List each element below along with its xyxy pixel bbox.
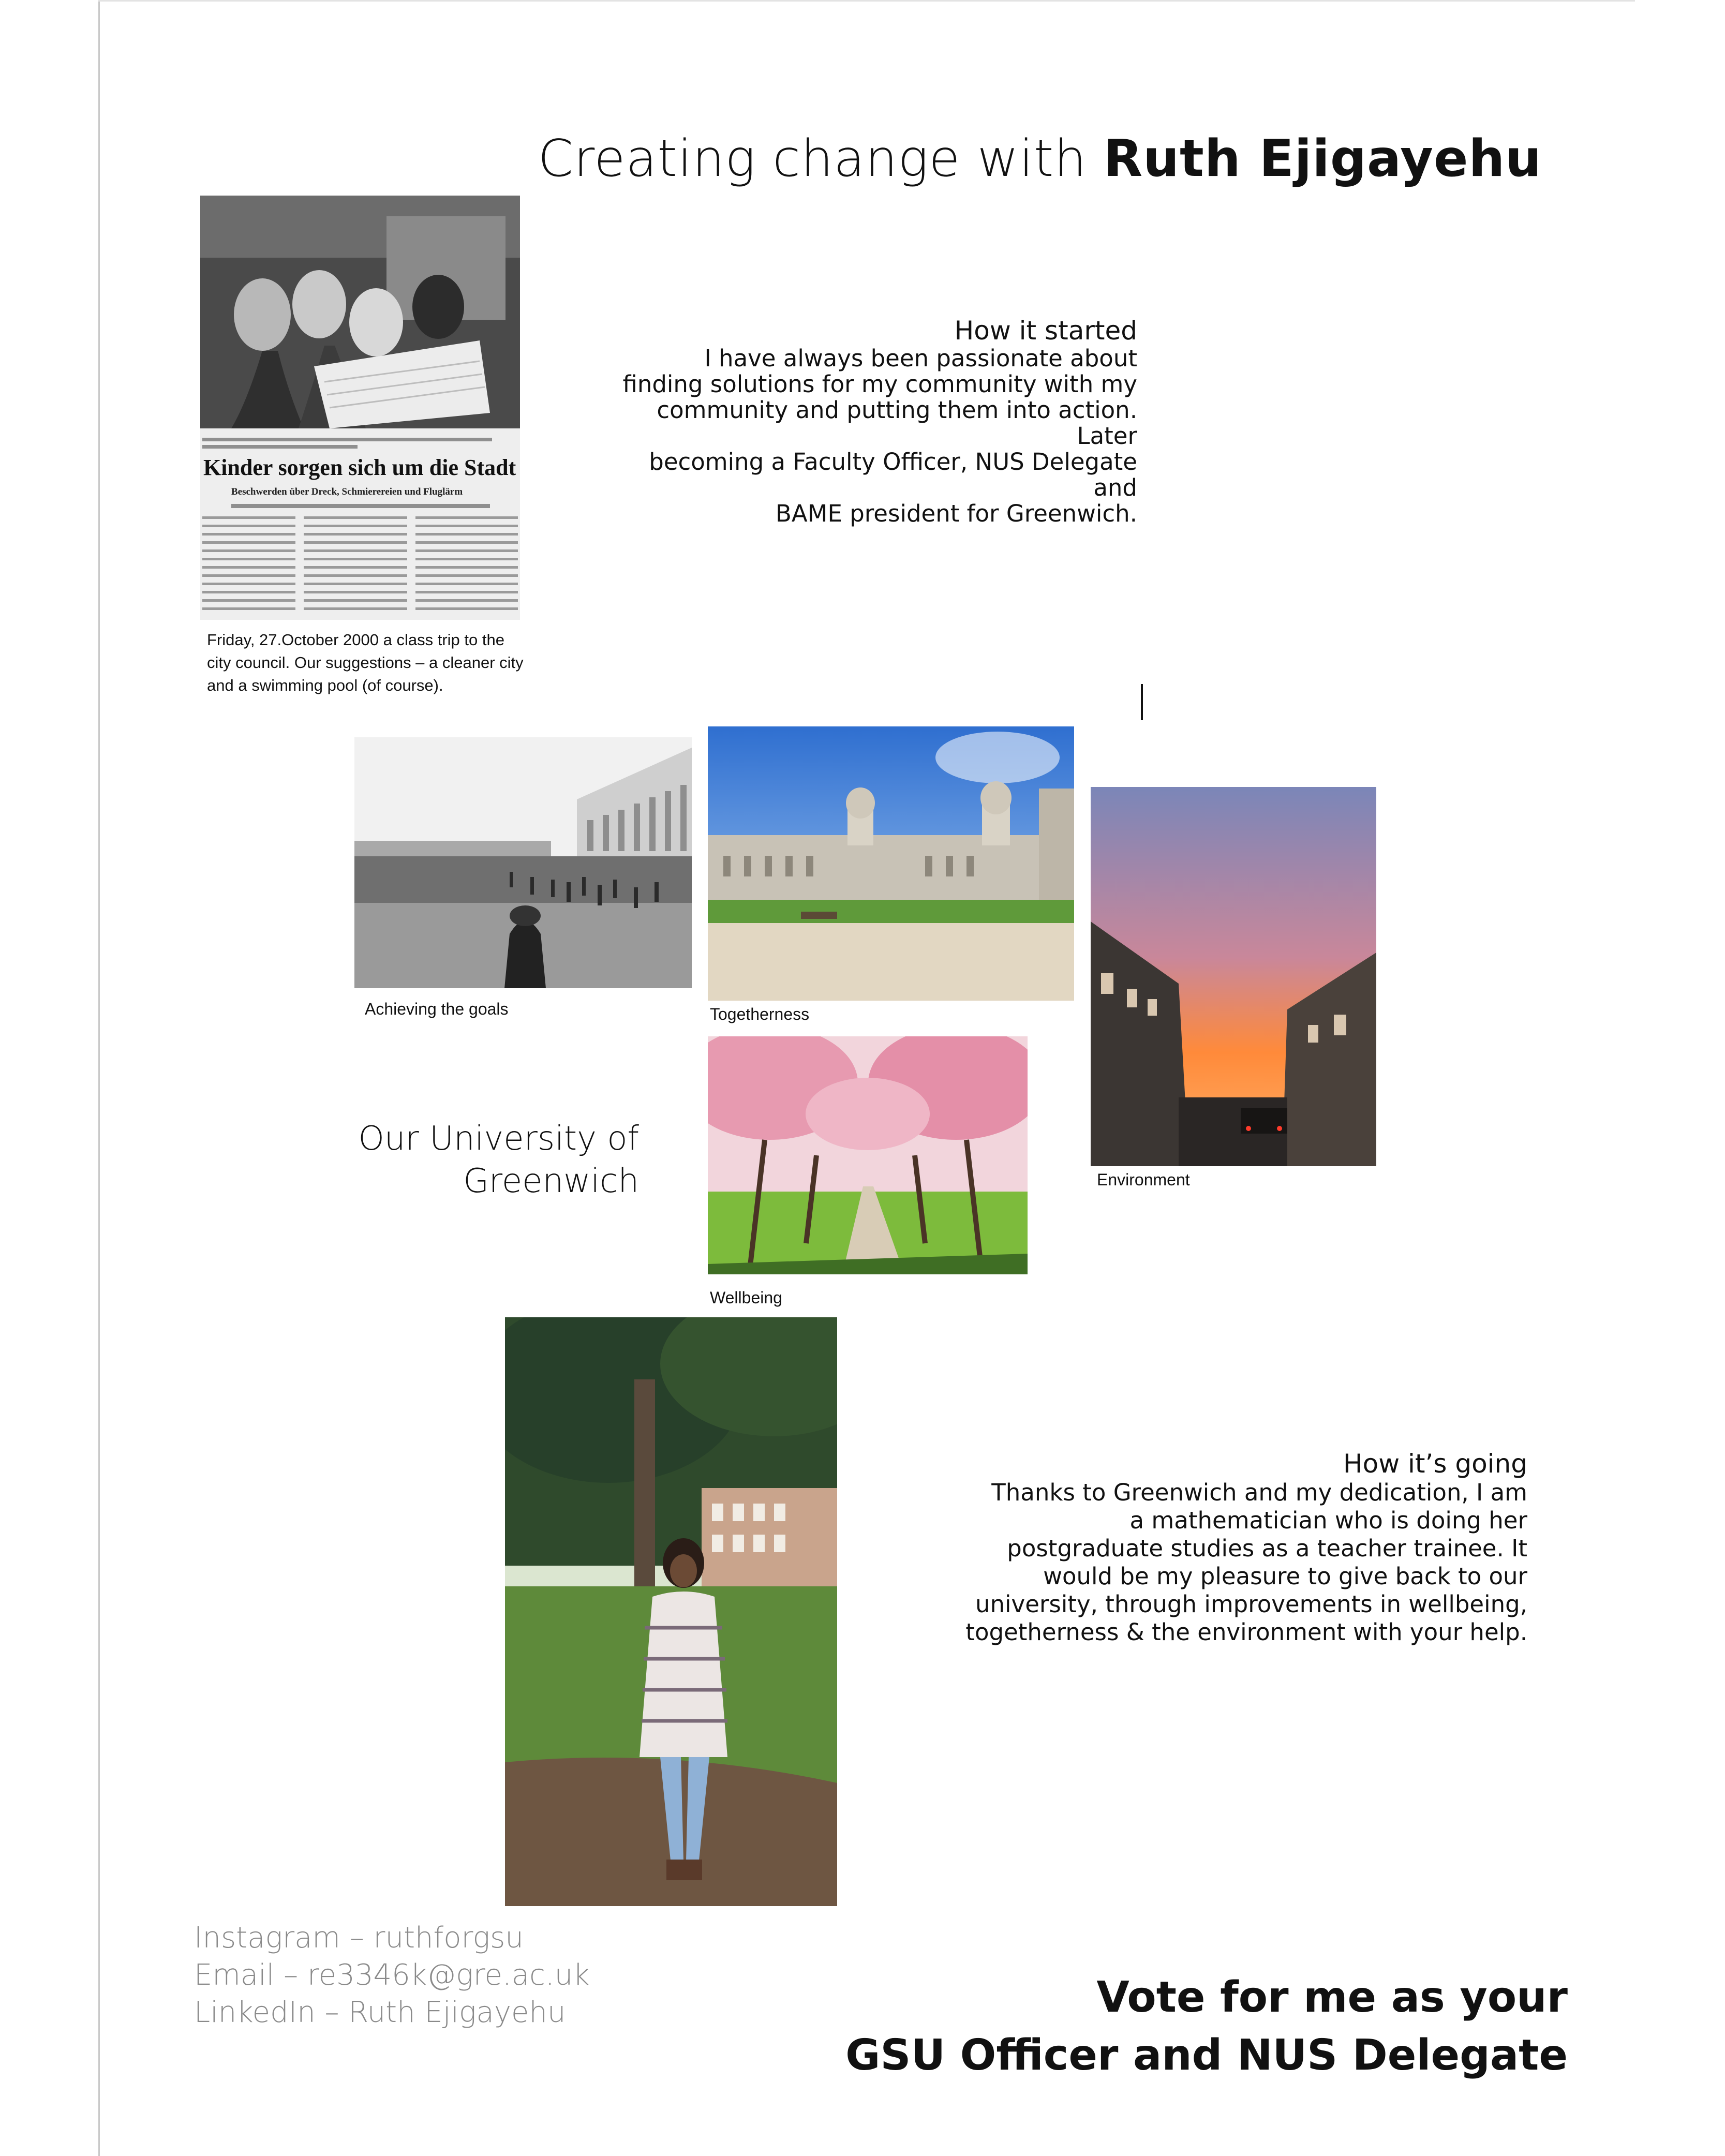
newspaper-subheadline: Beschwerden über Dreck, Schmierereien und Fluglärm (231, 486, 463, 497)
photo-environment (1091, 787, 1376, 1166)
blossom-avenue-graphic (708, 1036, 1028, 1274)
instagram-contact: Instagram – ruthforgsu (194, 1921, 524, 1955)
linkedin-contact: LinkedIn – Ruth Ejigayehu (194, 1996, 566, 2029)
how-it-started-line: becoming a Faculty Officer, NUS Delegate and (649, 448, 1137, 501)
photo-achieving-goals (354, 737, 692, 988)
caption-togetherness: Togetherness (710, 1005, 810, 1023)
how-its-going-line: Thanks to Greenwich and my dedication, I am (991, 1479, 1527, 1506)
naval-college-graphic (708, 726, 1074, 1001)
how-its-going-line: a mathematician who is doing her (1129, 1507, 1527, 1534)
how-its-going-line: togetherness & the environment with your help. (965, 1618, 1527, 1646)
portrait-park-graphic (505, 1317, 837, 1906)
university-title (290, 1118, 639, 1202)
newspaper-caption: Friday, 27.October 2000 a class trip to the city council. Our suggestions – a cleaner city and a swimming pool (of course). (207, 631, 524, 694)
how-its-going-section (952, 1449, 1527, 1646)
newspaper-photo-graphic (200, 196, 520, 620)
newspaper-headline: Kinder sorgen sich um die Stadt (203, 455, 516, 480)
text-cursor (1141, 684, 1143, 720)
vote-line: GSU Officer and NUS Delegate (845, 2031, 1568, 2080)
page-border (98, 0, 100, 2156)
vote-call-to-action (828, 1969, 1568, 2085)
contact-details (194, 1920, 590, 2031)
candidate-name: Ruth Ejigayehu (1103, 129, 1542, 188)
photo-togetherness (708, 726, 1074, 1001)
university-title-line: Our University of (358, 1120, 639, 1158)
how-its-going-line: university, through improvements in wellbeing, (975, 1590, 1527, 1618)
portrait-photo (505, 1317, 837, 1906)
caption-environment: Environment (1097, 1170, 1190, 1189)
how-its-going-line: would be my pleasure to give back to our (1043, 1563, 1527, 1590)
how-its-going-heading: How it’s going (1343, 1449, 1527, 1479)
how-it-started-line: community and putting them into action. Later (657, 396, 1137, 450)
page-top-border (98, 0, 1635, 2)
how-it-started-heading: How it started (954, 316, 1137, 346)
page-title (466, 129, 1542, 188)
how-it-started-line: I have always been passionate about (704, 345, 1137, 372)
sunset-street-graphic (1091, 787, 1376, 1166)
how-it-started-section (616, 316, 1137, 527)
how-its-going-line: postgraduate studies as a teacher trainee. It (1007, 1535, 1527, 1562)
caption-wellbeing: Wellbeing (710, 1288, 782, 1307)
newspaper-clipping (200, 196, 520, 620)
how-it-started-line: finding solutions for my community with my (622, 370, 1137, 398)
caption-achieving-goals: Achieving the goals (365, 1000, 509, 1018)
title-prefix: Creating change with (538, 129, 1104, 188)
vote-line: Vote for me as your (1096, 1973, 1568, 2022)
university-title-line: Greenwich (463, 1162, 639, 1200)
photo-wellbeing (708, 1036, 1028, 1274)
how-it-started-line: BAME president for Greenwich. (776, 500, 1137, 527)
courtyard-bw-graphic (354, 737, 692, 988)
email-contact: Email – re3346k@gre.ac.uk (194, 1958, 590, 1992)
